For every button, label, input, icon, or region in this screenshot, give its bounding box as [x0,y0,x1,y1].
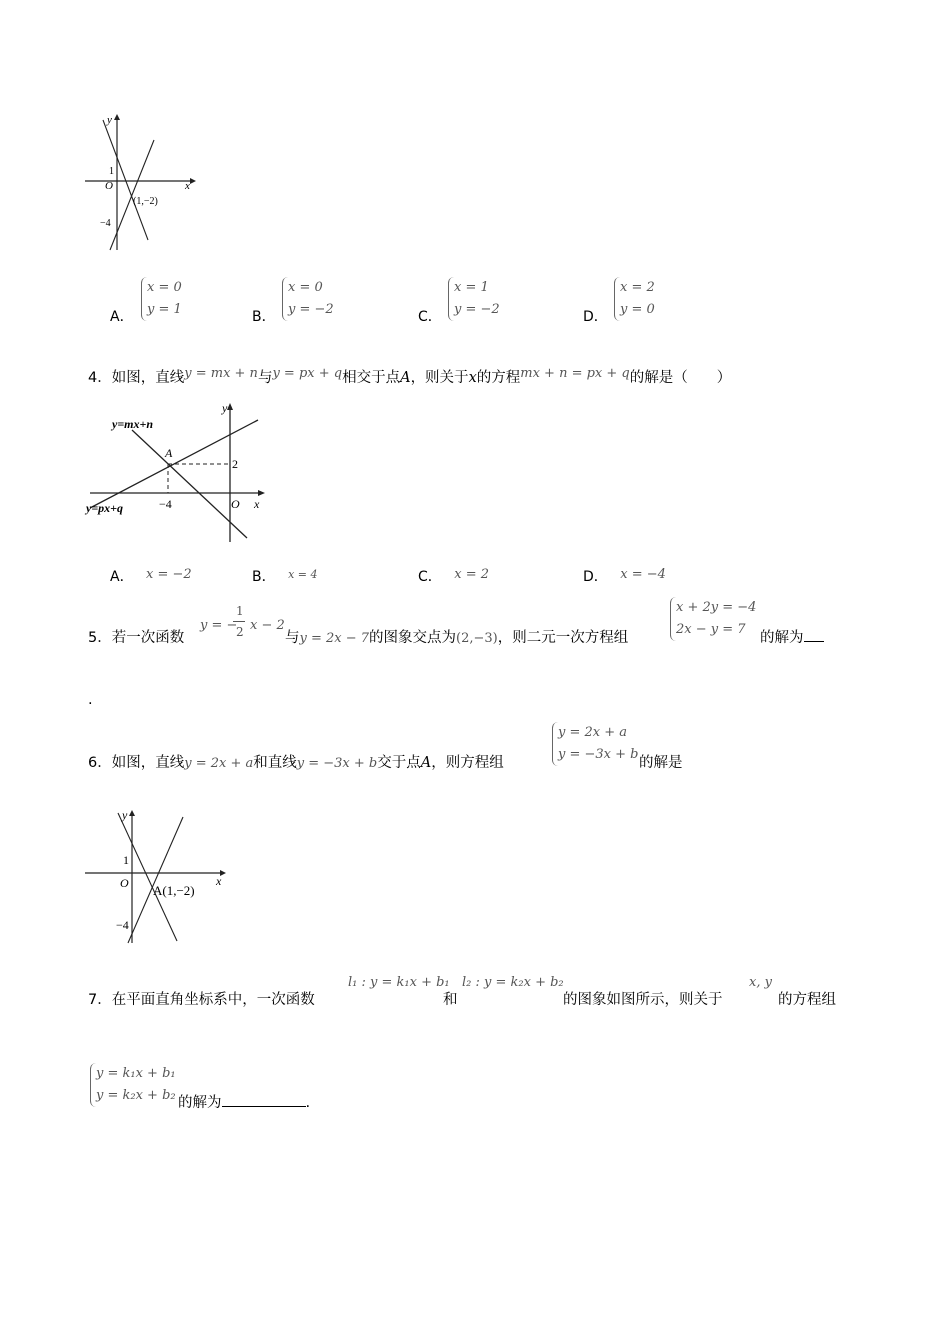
q3-option-a-system [141,277,182,321]
q3-option-a[interactable] [110,306,134,326]
question-number: 4． [88,370,112,386]
system-line-1: x = 1 [454,280,489,295]
question-number: 6． [88,755,112,771]
system-line-1: y = 2x + a [558,725,628,740]
q5-stem-3 [760,626,824,647]
q7-function-l1: l₁ : y = k₁x + b₁ [348,975,450,990]
q5-answer-blank[interactable] [804,627,824,642]
q5-fraction-numerator: 1 [236,604,244,618]
q3-option-d[interactable] [583,306,608,326]
q3-origin-label: O [105,180,113,192]
math-expression: y = px + q [272,366,343,381]
q6-origin-label: O [120,876,129,890]
q6-system [552,722,638,766]
stem-text: 的解为 [760,630,804,646]
q7-answer-blank[interactable] [222,1092,306,1107]
end-period: . [305,1095,311,1111]
q5-end-period: . [88,692,93,708]
q4-tick-2: 2 [232,457,238,471]
system-line-2: y = −2 [288,302,334,317]
stem-text: 如图，直线 [111,755,185,771]
math-expression: y = 2x + a [184,756,254,771]
q3-x-label: x [185,180,190,192]
stem-text: 的解是（ ） [629,370,732,386]
system-line-1: x + 2y = −4 [676,600,757,615]
option-value: x = 2 [454,567,489,582]
intersection-point: (2,−3) [456,631,498,646]
option-value: x = −4 [620,567,666,582]
option-letter: C． [418,309,442,325]
q6-graph [80,805,230,947]
option-letter: A． [110,569,134,585]
option-value: x = 4 [288,568,318,581]
system-line-2: 2x − y = 7 [676,622,746,637]
q3-y-arrow-icon [114,114,120,120]
q4-point-a: A [165,446,173,460]
q6-stem [88,751,504,772]
option-value: x = −2 [146,567,192,582]
system-line-2: y = 0 [620,302,655,317]
q3-tick-neg4: −4 [100,218,111,229]
point-label: A [420,755,432,771]
q7-function-l2: l₂ : y = k₂x + b₂ [462,975,564,990]
q3-point-label: (1,−2) [133,196,158,207]
stem-text: ，则关于 [410,370,469,386]
math-expression: mx + n = px + q [520,366,630,381]
q4-label-pxq: y=px+q [86,501,124,515]
stem-text: 若一次函数 [111,630,185,646]
question-number: 5． [88,630,112,646]
system-line-1: x = 2 [620,280,655,295]
option-letter: D． [583,309,608,325]
option-letter: C． [418,569,442,585]
q4-option-b[interactable] [252,566,317,586]
q6-y-label: y [122,808,128,822]
q5-fraction-bar [233,621,245,622]
math-expression: y = 2x − 7 [299,631,370,646]
option-letter: A． [110,309,134,325]
q3-option-c-system [448,277,500,321]
q4-stem [88,366,731,387]
stem-text: 在平面直角坐标系中，一次函数 [111,992,315,1008]
q5-stem-2 [285,626,628,647]
q5-system [670,597,756,641]
q4-y-arrow-icon [227,403,233,410]
stem-text: 交于点 [377,755,421,771]
q4-graph [82,398,272,546]
q6-point-label: A(1,−2) [153,883,195,898]
q7-stem-2: 的图象如图所示，则关于 [563,992,723,1008]
point-label: A [400,370,411,386]
system-line-2: y = −2 [454,302,500,317]
q4-x-label: x [254,497,260,511]
q6-tick-1: 1 [123,853,129,867]
q6-x-label: x [216,874,222,888]
option-letter: D． [583,569,608,585]
q3-graph [80,110,200,255]
option-letter: B． [252,569,276,585]
q4-option-c[interactable] [418,566,489,586]
q4-tick-neg4: −4 [159,497,172,511]
q4-x-arrow-icon [258,490,265,496]
question-number: 7． [88,992,112,1008]
system-line-2: y = −3x + b [558,747,639,762]
q5-function-1-post: x − 2 [250,618,285,633]
stem-text: ，则二元一次方程组 [497,630,629,646]
q6-tick-neg4: −4 [116,918,129,932]
q7-stem [88,988,315,1009]
q3-option-b[interactable] [252,306,276,326]
q3-x-arrow-icon [190,178,196,184]
q6-y-arrow-icon [129,810,135,816]
option-letter: B． [252,309,276,325]
stem-text: 的图象交点为 [369,630,457,646]
q3-option-c[interactable] [418,306,442,326]
q7-variables: x, y [749,975,772,990]
stem-text: ，则方程组 [431,755,504,771]
system-line-2: y = 1 [147,302,182,317]
stem-text: 的方程 [476,370,521,386]
q3-option-b-system [282,277,334,321]
q3-tick-1: 1 [109,166,114,177]
q6-line-increasing [128,817,183,943]
math-expression: y = −3x + b [296,756,378,771]
stem-text: 与 [257,370,273,386]
q5-stem [88,626,184,647]
stem-text: 和直线 [253,755,297,771]
stem-text: 相交于点 [342,370,401,386]
system-line-1: y = k₁x + b₁ [96,1066,176,1081]
stem-text: 的解为 [178,1095,222,1111]
q7-stem-and: 和 [443,992,458,1008]
q3-y-label: y [107,114,112,126]
system-line-1: x = 0 [288,280,323,295]
q4-origin: O [231,497,240,511]
stem-text: 与 [285,630,300,646]
math-expression: y = mx + n [184,366,258,381]
stem-text: 如图，直线 [111,370,185,386]
q4-y-label: y [222,401,228,415]
q4-option-a[interactable] [110,566,192,586]
q5-function-1-pre: y = − [200,618,238,633]
system-line-2: y = k₂x + b₂ [96,1088,176,1103]
q4-option-d[interactable] [583,566,666,586]
q7-stem-end [178,1091,310,1112]
q5-fraction-denominator: 2 [236,625,244,639]
system-line-1: x = 0 [147,280,182,295]
q3-option-d-system [614,277,655,321]
q4-label-mxn: y=mx+n [112,417,154,431]
q7-stem-3: 的方程组 [778,992,836,1008]
q6-stem-end: 的解是 [639,755,683,771]
variable: x [468,370,477,386]
q7-system [90,1063,176,1107]
